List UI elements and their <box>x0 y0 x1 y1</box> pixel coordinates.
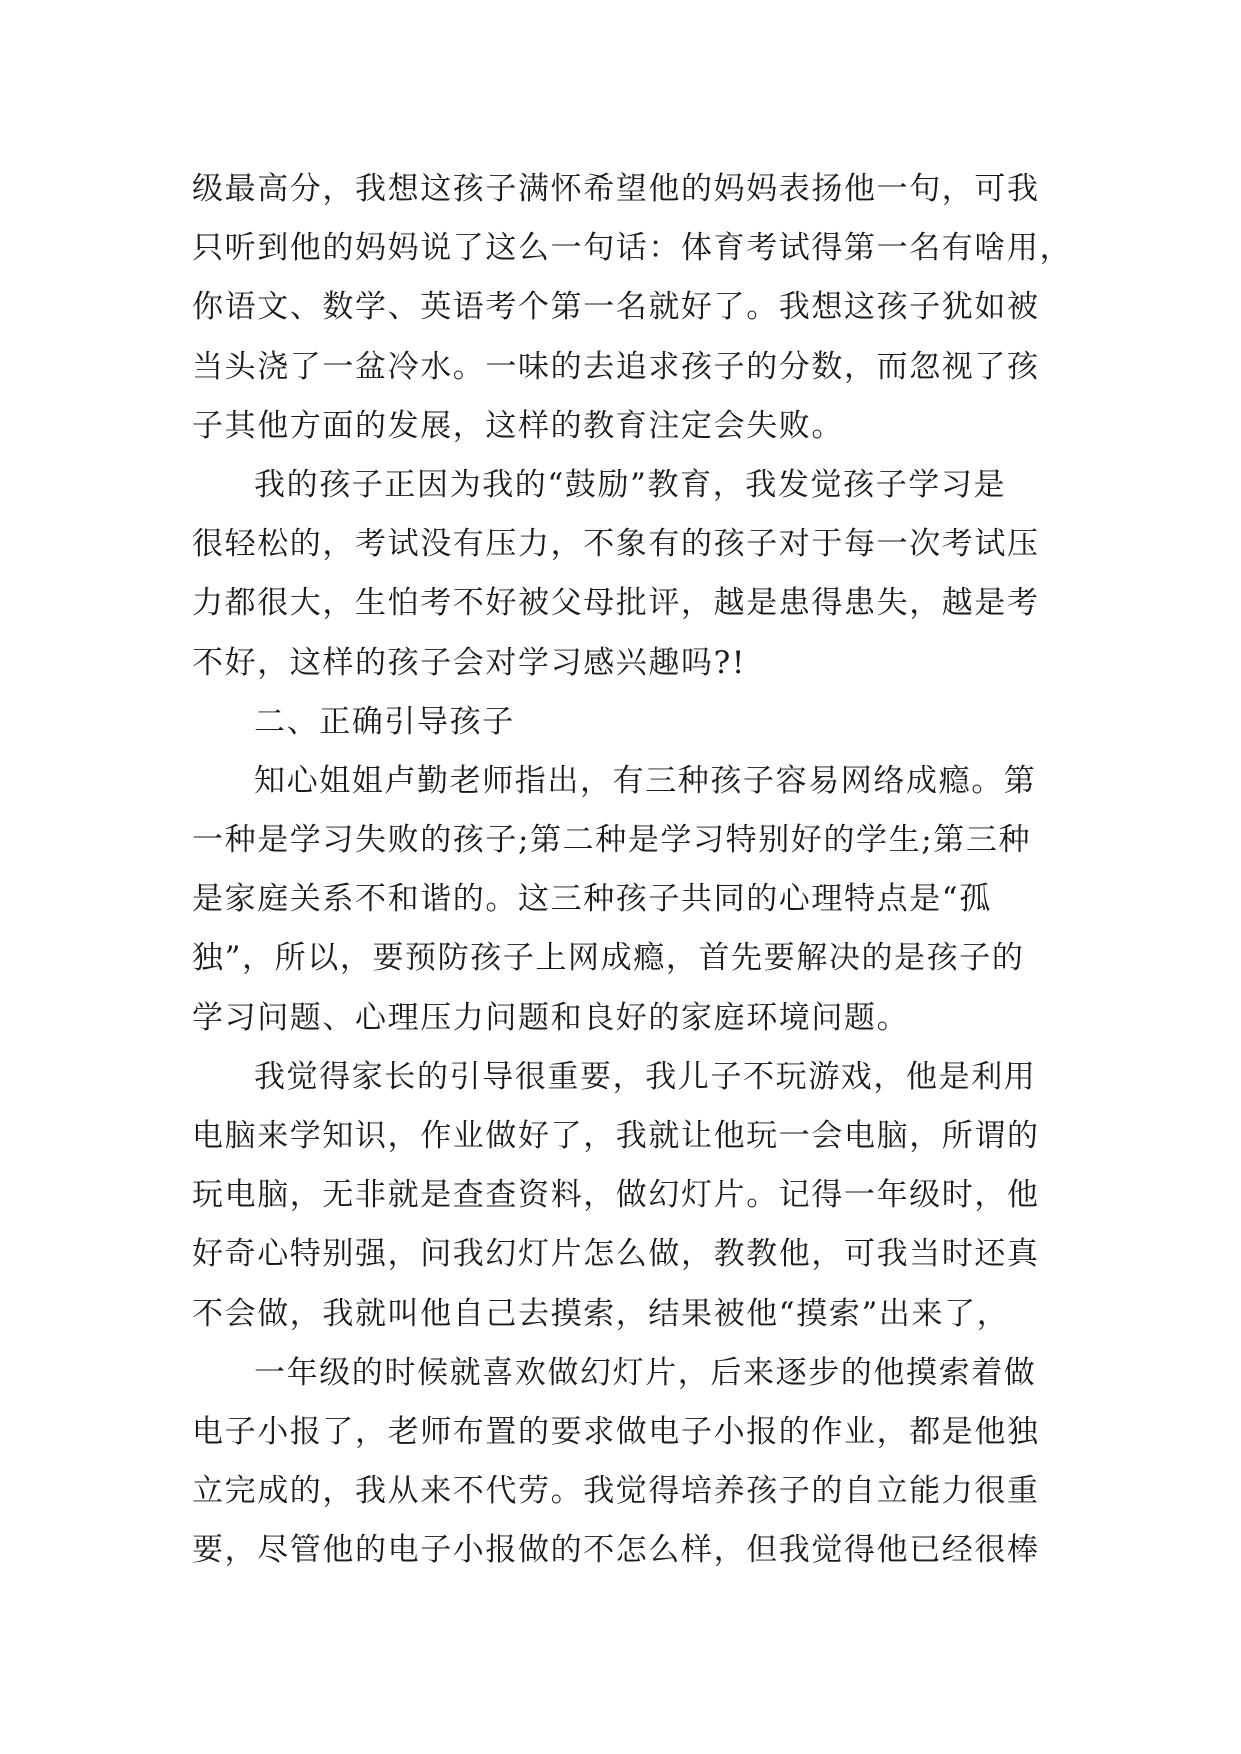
text-line: 只听到他的妈妈说了这么一句话：体育考试得第一名有啥用， <box>192 230 1073 267</box>
text-line: 你语文、数学、英语考个第一名就好了。我想这孩子犹如被 <box>192 289 1040 326</box>
text-line: 子其他方面的发展，这样的教育注定会失败。 <box>192 407 844 444</box>
text-line: 电子小报了，老师布置的要求做电子小报的作业，都是他独 <box>192 1413 1040 1450</box>
body-text <box>192 160 1092 1581</box>
text-line: 很轻松的，考试没有压力，不象有的孩子对于每一次考试压 <box>192 526 1040 563</box>
text-line: 玩电脑，无非就是查查资料，做幻灯片。记得一年级时，他 <box>192 1177 1040 1214</box>
text-line: 学习问题、心理压力问题和良好的家庭环境问题。 <box>192 999 910 1036</box>
text-line: 好奇心特别强，问我幻灯片怎么做，教教他，可我当时还真 <box>192 1236 1040 1273</box>
text-line: 要，尽管他的电子小报做的不怎么样，但我觉得他已经很棒 <box>192 1532 1040 1569</box>
text-line: 立完成的，我从来不代劳。我觉得培养孩子的自立能力很重 <box>192 1473 1040 1510</box>
text-line: 当头浇了一盆冷水。一味的去追求孩子的分数，而忽视了孩 <box>192 348 1040 385</box>
text-line: 是家庭关系不和谐的。这三种孩子共同的心理特点是“孤 <box>192 881 992 918</box>
text-line: 电脑来学知识，作业做好了，我就让他玩一会电脑，所谓的 <box>192 1118 1040 1154</box>
text-line: 力都很大，生怕考不好被父母批评，越是患得患失，越是考 <box>192 585 1040 622</box>
text-line: 级最高分，我想这孩子满怀希望他的妈妈表扬他一句，可我 <box>192 171 1040 207</box>
section-heading: 二、正确引导孩子 <box>254 703 515 740</box>
text-line: 独”，所以，要预防孩子上网成瘾，首先要解决的是孩子的 <box>192 940 1025 977</box>
text-line: 一种是学习失败的孩子;第二种是学习特别好的学生;第三种 <box>192 822 1032 859</box>
text-line: 不会做，我就叫他自己去摸索，结果被他“摸索”出来了， <box>192 1295 1010 1332</box>
paragraph-start-line: 知心姐姐卢勤老师指出，有三种孩子容易网络成瘾。第 <box>254 762 1037 799</box>
paragraph-start-line: 我的孩子正因为我的“鼓励”教育，我发觉孩子学习是 <box>254 466 1007 503</box>
paragraph-start-line: 一年级的时候就喜欢做幻灯片，后来逐步的他摸索着做 <box>254 1354 1037 1391</box>
paragraph-start-line: 我觉得家长的引导很重要，我儿子不玩游戏，他是利用 <box>254 1058 1037 1095</box>
text-line: 不好，这样的孩子会对学习感兴趣吗?! <box>192 644 746 681</box>
